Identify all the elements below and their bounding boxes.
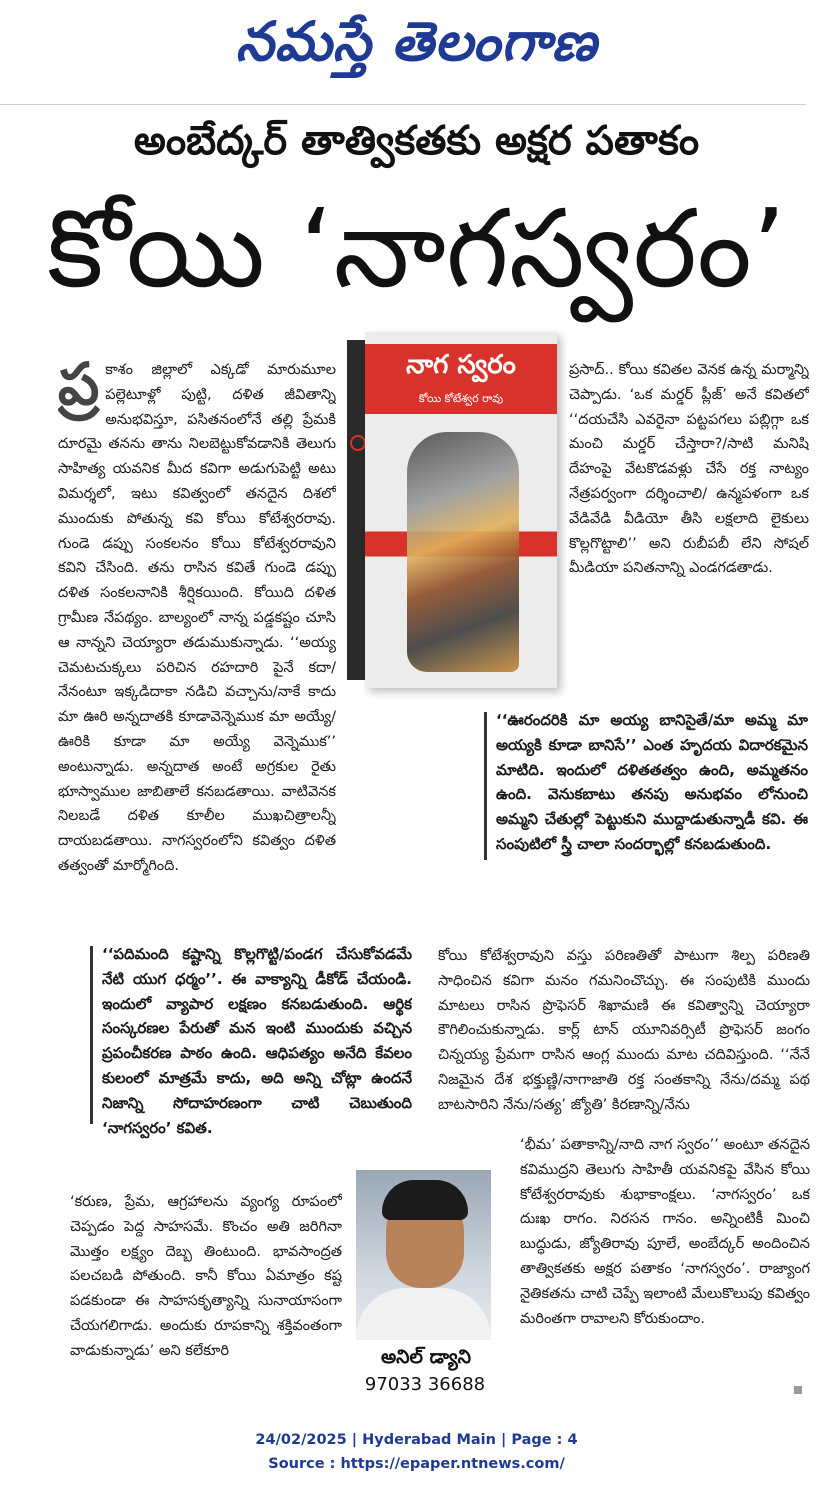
drop-cap: ప్ర xyxy=(58,358,100,418)
author-photo xyxy=(356,1170,491,1340)
spiral-icon xyxy=(350,435,366,451)
book-spine xyxy=(347,340,365,680)
column-text: కాశం జిల్లాలో ఎక్కడో మారుమూల పల్లెటూళ్లో పుట్టి, దళిత జీవితాన్ని అనుభవిస్తూ, పసితనంలోనే తల్లి ప్రేమకి దూరమై తనను తాను నిలబెట్టుకోవడానికి తెలుగు సాహిత్య యవనిక మీద కవిగా అడుగుపెట్టి అటు విమర్శలో, ఇటు కవిత్వంలో తనదైన దిశలో ముందుకు పోతున్న కవి కోయి కోటేశ్వరరావు. గుండె డప్పు సంకలనం కోయి కోటేశ్వరరావుని కవిని చేసింది. తను రాసిన కవితే గుండె డప్పు దళిత సంకలనానికి శీర్షికయింది. కోయిది దళిత గ్రామీణ నేపథ్యం. బాల్యంలో నాన్న పడ్డకష్టం చూసి ఆ నాన్నని చెయ్యారా తడుముకున్నాడు. ‘‘అయ్య చెమటచుక్కలు పరిచిన రహదారి పైనే కదా/నేనంటూ ఇక్కడిదాకా నడిచి వచ్చాను/నాకే కాదు మా ఊరి అన్నదాతకి కూడావెన్నెముక మా అయ్యే/ ఊరికి కూడా మా అయ్యే వెన్నెముక’’ అంటున్నాడు. అన్నదాత అంటే అగ్రకుల రైతు భూస్వాముల జాబితాలే కనబడతాయి. వాటివెనక నిలబడే దళిత కూలీల ముఖచిత్రాలన్నీ దాయబడతాయి. నాగస్వరంలోని కవిత్వం దళిత తత్వంతో మార్మోగింది. xyxy=(58,362,336,874)
article-kicker: అంబేద్కర్ తాత్వికతకు అక్షర పతాకం xyxy=(133,118,700,164)
byline-phone: 97033 36688 xyxy=(364,1374,486,1395)
pull-quote-1: ‘‘ఊరందరికి మా అయ్య బానిసైతే/మా అమ్మ మా అయ్యకి కూడా బానిసే’’ ఎంత హృదయ విదారకమైన మాటిది. ఇందులో దళితతత్వం ఉంది, అమ్మతనం ఉంది. వెనుకబాటు తనపు అనుభవం లోనుంచి అమ్మని చేతుల్లో పెట్టుకుని ముద్దాడుతున్నాడీ కవి. ఈ సంపుటిలో స్త్రీ చాలా సందర్భాల్లో కనబడుతుంది. xyxy=(496,711,808,853)
footer-source-link[interactable]: Source : https://epaper.ntnews.com/ xyxy=(268,1456,565,1472)
pull-quote-2: ‘‘పదిమంది కష్టాన్ని కొల్లగొట్టి/పండగ చేసుకోవడమే నేటి యుగ ధర్మం’’. ఈ వాక్యాన్ని డీకోడ్ చేయండి. ఇందులో వ్యాపార లక్షణం కనబడుతుంది. ఆర్థిక సంస్కరణల పేరుతో మన ఇంటి ముందుకు వచ్చిన ప్రపంచీకరణ పాఠం ఉంది. ఆధిపత్యం అనేది కేవలం కులంలో మాత్రమే కాదు, అది అన్ని చోట్లా ఉందనే నిజాన్ని సోదాహరణంగా చాటి చెబుతుంది ‘నాగస్వరం’ కవిత. xyxy=(102,945,412,1137)
article-headline: కోయి ‘నాగస్వరం’ xyxy=(46,187,787,312)
book-title-band xyxy=(365,344,557,414)
photo-hair xyxy=(382,1180,468,1220)
article-column-2-mid: కోయి కోటేశ్వరావుని వస్తు పరిణతితో పాటుగా శిల్ప పరిణతి సాధించిన కవిగా మనం గమనించొచ్చు. ఈ సంపుటికి ముందు మాటలు రాసిన ప్రొఫెసర్ శిఖామణి ఈ కవిత్వాన్ని చెయ్యారా కౌగిలించుకున్నాడు. కార్ల్ టాన్ యూనివర్సిటీ ప్రొఫెసర్ జంగం చిన్నయ్య ప్రేమగా రాసిన ఆంగ్ల ముందు మాట చదివిస్తుంది. ‘‘నేనే నిజమైన దేశ భక్తుణ్ణి/నాగాజాతి రక్త సంతకాన్ని నేను/దమ్మ పథ బాటసారిని నేను/సత్య’ జ్యోతి’ కిరణాన్ని/నేను xyxy=(438,948,810,1113)
article-column-3-top: ప్రసాద్.. కోయి కవితల వెనక ఉన్న మర్మాన్ని చెప్పాడు. ‘ఒక మర్డర్ ప్లీజ్’ అనే కవితలో ‘‘దయచేసి ఎవరైనా పట్టపగలు పబ్లిగ్గా ఒక మంచి మర్డర్ చేస్తారా?/సాటి మనిషి దేహంపై వేటకొడవళ్లు చేసే రక్త నాట్యం నేత్రపర్వంగా దర్శించాలి/ ఉన్మపళంగా ఒక వేడివేడి వీడియో తీసి లక్షలాది లైకులు కొల్లగొట్టాలి’’ అని రుబీపబీ లేని సోషల్ మీడియా పనితనాన్ని ఎండగడతాడు. xyxy=(569,362,809,577)
byline-name: అనిల్ డ్యాని xyxy=(380,1346,472,1368)
book-title: నాగ స్వరం xyxy=(406,350,516,380)
book-front-cover xyxy=(365,332,557,688)
article-end-mark xyxy=(794,1386,802,1394)
header-divider xyxy=(0,104,806,105)
photo-shirt xyxy=(356,1288,491,1340)
newspaper-masthead: నమస్తే తెలంగాణ xyxy=(235,10,598,73)
book-cover-image xyxy=(347,332,565,688)
footer-date-edition: 24/02/2025 | Hyderabad Main | Page : 4 xyxy=(255,1432,578,1448)
article-column-1-bottom: ‘కరుణ, ప్రేమ, ఆగ్రహాలను వ్యంగ్య రూపంలో చెప్పడం పెద్ద సాహసమే. కొంచం అతి జరిగినా మొత్తం లక్ష్యం దెబ్బ తింటుంది. భావసాంద్రత పలచబడి పోతుంది. కానీ కోయి ఏమాత్రం కష్ట పడకుండా ఈ సాహసకృత్యాన్ని సునాయాసంగా చేయగలిగాడు. అందుకు రూపకాన్ని శక్తివంతంగా వాడుకున్నాడు’ అని కలేకూరి xyxy=(70,1194,342,1359)
book-cover-artwork xyxy=(407,432,519,672)
book-author: కోయి కోటేశ్వర రావు xyxy=(418,392,504,405)
article-column-3-bottom: ‘భీమ’ పతాకాన్ని/నాది నాగ స్వరం’’ అంటూ తనదైన కవిముద్రని తెలుగు సాహితీ యవనికపై వేసిన కోయి కోటేశ్వరరావుకు శుభాకాంక్షలు. ‘నాగస్వరం’ ఒక దుఃఖ రాగం. నిరసన గానం. అన్నింటికీ మించి బుద్ధుడు, జ్యోతిరావు పూలే, అంబేద్కర్ అందించిన తాత్వికతకు అక్షర పతాకం ‘నాగస్వరం’. రాజ్యాంగ నైతికతను చాటి చెప్పే ఇలాంటి మేలుకొలుపు కవిత్వం మరింతగా రావాలని కోరుకుందాం. xyxy=(520,1137,810,1327)
article-column-1-top xyxy=(58,358,336,918)
